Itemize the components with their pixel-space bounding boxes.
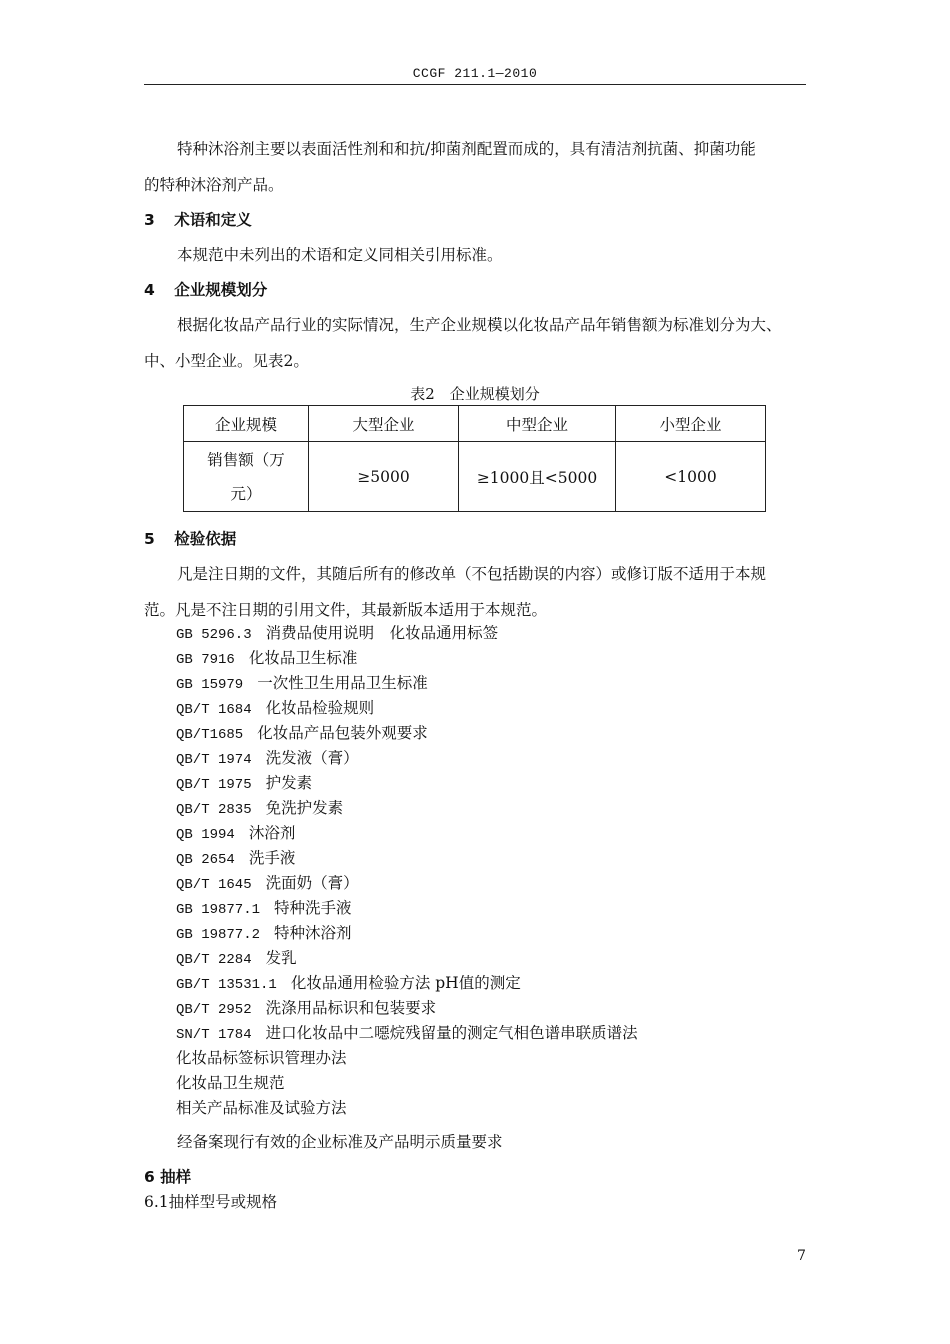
- reference-extra-item: 化妆品标签标识管理办法: [176, 1049, 347, 1067]
- reference-item: [176, 1021, 638, 1043]
- enterprise-scale-table: [183, 405, 766, 512]
- table-caption: 表2 企业规模划分: [410, 385, 540, 403]
- table-cell: <1000: [615, 442, 765, 512]
- reference-item: [176, 921, 352, 943]
- section-5-line-2: 范。凡是不注日期的引用文件，其最新版本适用于本规范。: [144, 601, 548, 619]
- table-cell: ≥5000: [309, 442, 459, 512]
- reference-item: [176, 771, 312, 793]
- reference-item: [176, 696, 374, 718]
- table-header-cell: 中型企业: [459, 406, 616, 442]
- reference-code: QB/T 1975: [176, 777, 252, 793]
- reference-code: GB 5296.3: [176, 627, 252, 643]
- reference-item: [176, 871, 359, 893]
- reference-code: QB/T 1974: [176, 752, 252, 768]
- reference-code: GB 19877.2: [176, 927, 261, 943]
- reference-title: 护发素: [265, 774, 313, 792]
- reference-code: QB/T1685: [176, 727, 244, 743]
- reference-title: 进口化妆品中二噁烷残留量的测定气相色谱串联质谱法: [265, 1024, 638, 1042]
- reference-title: 一次性卫生用品卫生标准: [257, 674, 428, 692]
- reference-item: [176, 621, 498, 643]
- reference-code: QB/T 1684: [176, 702, 252, 718]
- reference-title: 化妆品通用检验方法 pH值的测定: [290, 974, 521, 992]
- reference-title: 特种洗手液: [274, 899, 352, 917]
- reference-title: 洗发液（膏）: [265, 749, 359, 767]
- section-6-heading: 6 抽样: [144, 1168, 192, 1186]
- reference-code: GB 19877.1: [176, 902, 261, 918]
- reference-extra-item: 化妆品卫生规范: [176, 1074, 285, 1092]
- reference-title: 特种沐浴剂: [274, 924, 352, 942]
- reference-item: [176, 971, 521, 993]
- reference-item: [176, 846, 295, 868]
- table-row-label-line-1: 销售额（万: [207, 450, 285, 469]
- section-4-line-2: 中、小型企业。见表2。: [144, 352, 309, 370]
- reference-item: [176, 821, 295, 843]
- section-5-number: 5: [144, 530, 155, 548]
- reference-title: 化妆品卫生标准: [248, 649, 358, 667]
- reference-item: [176, 796, 343, 818]
- reference-title: 消费品使用说明 化妆品通用标签: [265, 624, 499, 642]
- document-code-header: CCGF 211.1—2010: [412, 66, 538, 81]
- section-4-number: 4: [144, 281, 155, 299]
- table-row: [184, 442, 766, 512]
- table-header-cell: 大型企业: [309, 406, 459, 442]
- reference-code: QB 2654: [176, 852, 235, 868]
- table-cell: ≥1000且<5000: [459, 442, 616, 512]
- reference-code: GB/T 13531.1: [176, 977, 277, 993]
- reference-title: 沐浴剂: [248, 824, 296, 842]
- reference-code: QB/T 2835: [176, 802, 252, 818]
- section-3-text: 本规范中未列出的术语和定义同相关引用标准。: [177, 246, 503, 264]
- reference-item: [176, 896, 352, 918]
- reference-title: 洗涤用品标识和包装要求: [265, 999, 437, 1017]
- table-header-cell: 企业规模: [184, 406, 309, 442]
- reference-item: [176, 996, 436, 1018]
- intro-line-2: 的特种沐浴剂产品。: [144, 176, 284, 194]
- intro-line-1: 特种沐浴剂主要以表面活性剂和和抗/抑菌剂配置而成的，具有清洁剂抗菌、抑菌功能: [177, 140, 756, 158]
- header-rule: [144, 84, 806, 85]
- table-header-row: [184, 406, 766, 442]
- reference-title: 洗面奶（膏）: [265, 874, 359, 892]
- reference-item: [176, 646, 357, 668]
- reference-item: [176, 721, 428, 743]
- section-4-heading: [144, 278, 267, 300]
- reference-code: SN/T 1784: [176, 1027, 252, 1043]
- reference-title: 发乳: [265, 949, 297, 967]
- table-header-cell: 小型企业: [615, 406, 765, 442]
- reference-title: 洗手液: [248, 849, 296, 867]
- table-row-label: [184, 442, 309, 512]
- reference-code: GB 15979: [176, 677, 244, 693]
- page-number: 7: [797, 1248, 806, 1264]
- reference-code: QB/T 1645: [176, 877, 252, 893]
- reference-code: GB 7916: [176, 652, 235, 668]
- section-4-title: 企业规模划分: [174, 281, 268, 299]
- reference-extra-item: 相关产品标准及试验方法: [176, 1099, 347, 1117]
- reference-item: [176, 671, 428, 693]
- section-5-line-1: 凡是注日期的文件，其随后所有的修改单（不包括勘误的内容）或修订版不适用于本规: [177, 565, 767, 583]
- section-3-number: 3: [144, 211, 155, 229]
- section-5-title: 检验依据: [174, 530, 237, 548]
- section-3-title: 术语和定义: [174, 211, 252, 229]
- section-5-closing: 经备案现行有效的企业标准及产品明示质量要求: [177, 1133, 503, 1151]
- reference-code: QB/T 2284: [176, 952, 252, 968]
- reference-item: [176, 746, 359, 768]
- section-3-heading: [144, 208, 252, 230]
- section-5-heading: [144, 527, 236, 549]
- section-4-line-1: 根据化妆品产品行业的实际情况，生产企业规模以化妆品产品年销售额为标准划分为大、: [177, 316, 782, 334]
- reference-title: 免洗护发素: [265, 799, 344, 817]
- reference-code: QB 1994: [176, 827, 235, 843]
- reference-title: 化妆品产品包装外观要求: [257, 724, 428, 742]
- reference-item: [176, 946, 297, 968]
- table-row-label-line-2: 元）: [230, 484, 262, 503]
- section-6-1-subheading: 6.1抽样型号或规格: [144, 1193, 278, 1211]
- reference-code: QB/T 2952: [176, 1002, 252, 1018]
- reference-title: 化妆品检验规则: [265, 699, 375, 717]
